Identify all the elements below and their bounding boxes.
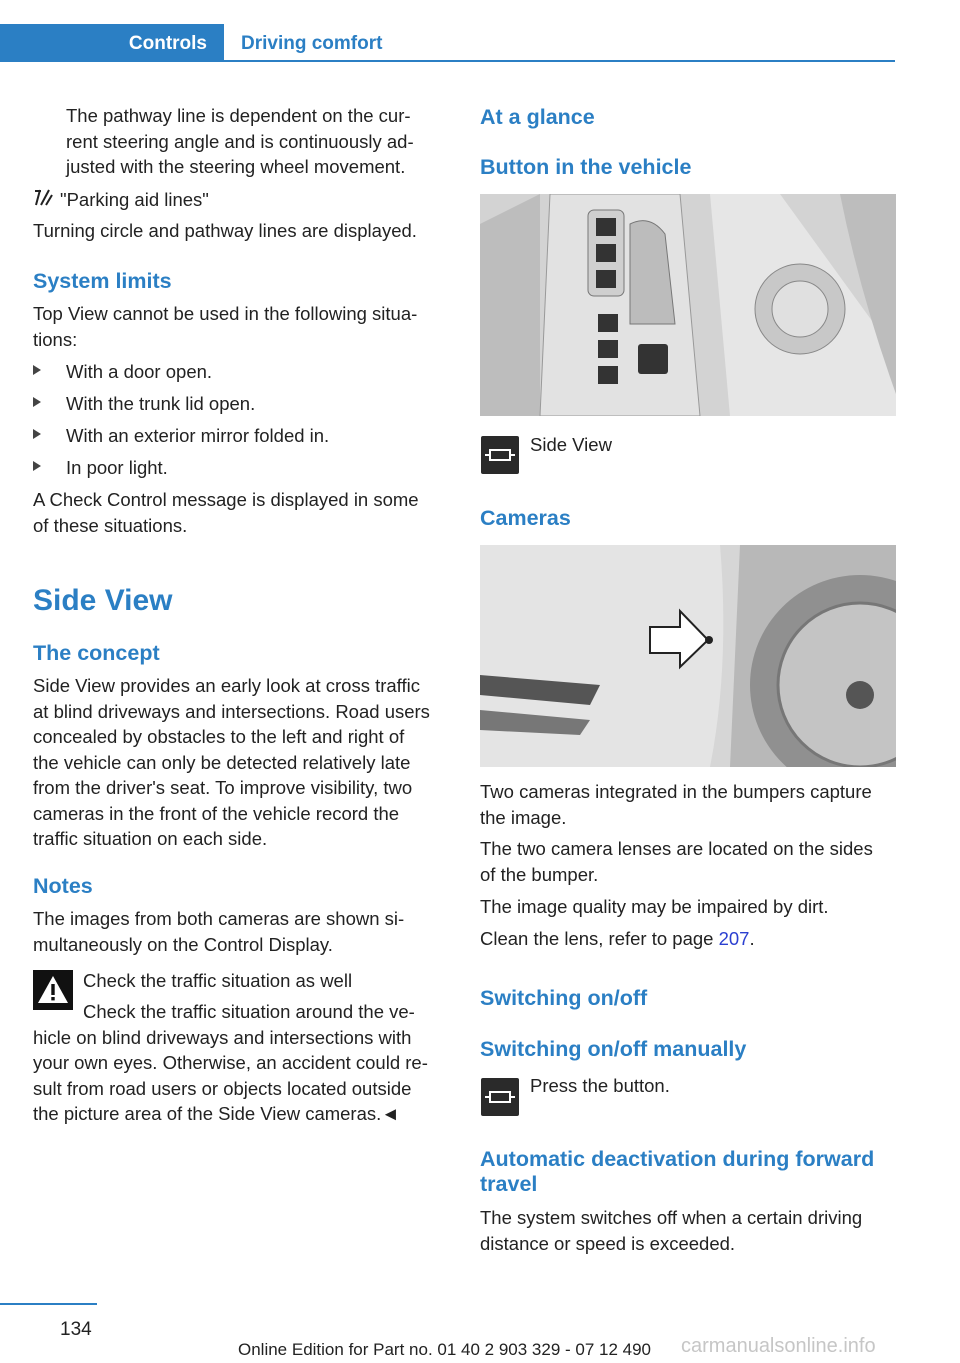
switching-heading: Switching on/off	[480, 986, 648, 1010]
side-view-button-label: Side View	[530, 434, 612, 455]
edition-text: Online Edition for Part no. 01 40 2 903 329 - 07 12 490	[238, 1340, 652, 1359]
page-number: 134	[60, 1319, 92, 1340]
text-line: cameras in the front of the vehicle record the	[33, 802, 400, 824]
auto-deactivation-paragraph	[480, 1205, 862, 1256]
parking-aid-lines-icon	[33, 187, 53, 212]
text-line: hicle on blind driveways and intersections with	[33, 1026, 412, 1048]
text-line: the vehicle can only be detected relatively late	[33, 751, 411, 773]
system-limits-heading: System limits	[33, 269, 172, 293]
bullet-arrow-icon	[33, 397, 41, 407]
lenses-paragraph	[480, 836, 873, 887]
text-line: distance or speed is exceeded.	[480, 1232, 736, 1254]
header-rule	[0, 60, 895, 62]
text-line: of these situations.	[33, 514, 188, 536]
page-reference-link[interactable]: 207	[718, 928, 750, 949]
list-item-text: With a door open.	[66, 361, 213, 382]
period: .	[749, 928, 755, 949]
text-line: tions:	[33, 328, 78, 350]
text-line: Top View cannot be used in the following situa-	[33, 303, 418, 324]
system-limits-intro	[33, 301, 417, 352]
manual-heading: Switching on/off manually	[480, 1037, 747, 1061]
text-line: Two cameras integrated in the bumpers capture	[480, 781, 872, 802]
side-view-button-icon	[481, 436, 519, 474]
watermark: carmanualsonline.info	[681, 1335, 876, 1357]
bullet-arrow-icon	[33, 365, 41, 375]
warning-paragraph	[33, 999, 428, 1127]
text-line: sult from road users or objects located outside	[33, 1077, 412, 1099]
clean-text: Clean the lens, refer to page	[480, 928, 719, 949]
heading-line: Automatic deactivation during forward	[480, 1147, 875, 1171]
cameras-paragraph	[480, 779, 872, 830]
bullet-arrow-icon	[33, 461, 41, 471]
text-line: multaneously on the Control Display.	[33, 933, 333, 955]
text-line: The two camera lenses are located on the sides	[480, 838, 873, 859]
text-line: of the bumper.	[480, 863, 599, 885]
parking-aid-label: "Parking aid lines"	[60, 189, 209, 210]
auto-deactivation-heading	[480, 1147, 874, 1197]
text-line: your own eyes. Otherwise, an accident could re-	[33, 1052, 428, 1073]
text-line: Side View provides an early look at cross traffic	[33, 675, 420, 696]
text-line: The system switches off when a certain driving	[480, 1207, 863, 1228]
footer-rule	[0, 1303, 97, 1305]
text-line: A Check Control message is displayed in some	[33, 489, 419, 510]
section-tab	[0, 24, 224, 62]
section-title: Controls	[128, 33, 207, 54]
clean-paragraph	[480, 926, 755, 952]
text-line: from the driver's seat. To improve visibility, two	[33, 777, 413, 798]
text-line: justed with the steering wheel movement.	[66, 156, 406, 177]
check-control-paragraph	[33, 487, 419, 538]
text-line: Check the traffic situation around the ve-	[83, 1001, 415, 1022]
button-in-vehicle-heading: Button in the vehicle	[480, 155, 692, 179]
list-item-text: With an exterior mirror folded in.	[66, 425, 330, 446]
text-line: The images from both cameras are shown si-	[33, 908, 405, 929]
list-item	[33, 393, 433, 417]
list-item	[33, 361, 433, 385]
warning-title: Check the traffic situation as well	[83, 970, 353, 991]
list-item-text: With the trunk lid open.	[66, 393, 256, 414]
press-button-text: Press the button.	[530, 1075, 670, 1096]
text-line: at blind driveways and intersections. Road users	[33, 700, 430, 722]
list-item-text: In poor light.	[66, 457, 168, 478]
heading-line: travel	[480, 1172, 538, 1196]
text-line: The pathway line is dependent on the cur-	[66, 105, 411, 126]
subsection-title: Driving comfort	[241, 33, 383, 54]
text-line: rent steering angle and is continuously ad-	[66, 130, 414, 152]
list-item	[33, 457, 433, 481]
at-a-glance-heading: At a glance	[480, 105, 595, 129]
cameras-heading: Cameras	[480, 506, 571, 530]
concept-paragraph	[33, 673, 430, 852]
text-line: concealed by obstacles to the left and right of	[33, 726, 405, 747]
text-line: the picture area of the Side View cameras.◄	[33, 1103, 400, 1124]
side-view-button-icon	[481, 1078, 519, 1116]
bullet-arrow-icon	[33, 429, 41, 439]
list-item	[33, 425, 433, 449]
intro-paragraph	[66, 103, 414, 180]
notes-heading: Notes	[33, 874, 93, 898]
concept-heading: The concept	[33, 641, 160, 665]
parking-aid-text: Turning circle and pathway lines are displayed.	[33, 220, 417, 241]
center-console-illustration	[480, 194, 896, 416]
quality-text: The image quality may be impaired by dirt.	[480, 896, 829, 917]
text-line: traffic situation on each side.	[33, 828, 268, 849]
camera-location-illustration	[480, 545, 896, 767]
side-view-heading: Side View	[33, 584, 173, 617]
text-line: the image.	[480, 806, 567, 828]
notes-paragraph	[33, 906, 404, 957]
